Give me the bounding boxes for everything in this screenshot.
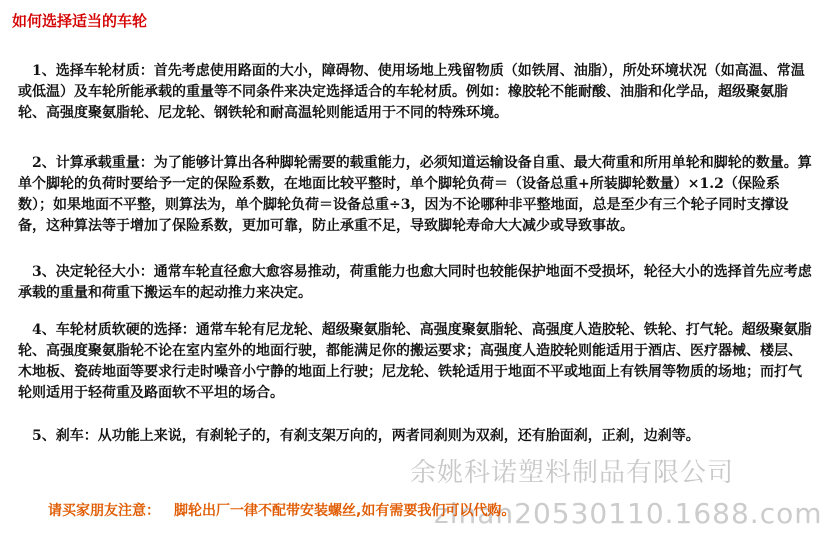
- watermark-url: zlnan20530110.1688.com: [434, 497, 823, 530]
- section-1-wheel-material: 1、选择车轮材质：首先考虑使用路面的大小，障碍物、使用场地上残留物质（如铁屑、油脂），所处环境状况（如高温、常温或低温）及车轮所能承载的重量等不同条件来决定选择适合的车轮材质。例如：橡胶轮不能耐酸、油脂和化学品，超级聚氨脂轮、高强度聚氨脂轮、尼龙轮、钢铁轮和耐高温轮则能适用于不同的特殊环境。: [18, 63, 805, 121]
- buyer-notice: [48, 500, 515, 520]
- page-title: 如何选择适当的车轮: [12, 12, 148, 30]
- watermark-company-name: 余姚科诺塑料制品有限公司: [410, 458, 735, 488]
- section-4-material-hardness: 4、车轮材质软硬的选择：通常车轮有尼龙轮、超级聚氨脂轮、高强度聚氨脂轮、高强度人造胶轮、铁轮、打气轮。超级聚氨脂轮、高强度聚氨脂轮不论在室内室外的地面行驶，都能满足你的搬运要求；高强度人造胶轮则能适用于酒店、医疗器械、楼层、木地板、瓷砖地面等要求行走时噪音小宁静的地面上行驶；尼龙轮、铁轮适用于地面不平或地面上有铁屑等物质的场地；而打气轮则适用于轻荷重及路面软不平坦的场合。: [18, 322, 812, 401]
- section-2-load-capacity: 2、计算承载重量：为了能够计算出各种脚轮需要的载重能力，必须知道运输设备自重、最大荷重和所用单轮和脚轮的数量。算单个脚轮的负荷时要给予一定的保险系数，在地面比较平整时，单个脚轮负荷＝（设备总重+所装脚轮数量）×1.2（保险系数）；如果地面不平整，则算法为，单个脚轮负荷＝设备总重÷3，因为不论哪种非平整地面，总是至少有三个轮子同时支撑设备，这种算法等于增加了保险系数，更加可靠，防止承重不足，导致脚轮寿命大大减少或导致事故。: [18, 155, 812, 234]
- section-5-brake: 5、刹车：从功能上来说，有刹轮子的，有刹支架万向的，两者同刹则为双刹，还有胎面刹，正刹，边刹等。: [32, 428, 700, 444]
- section-3-wheel-diameter: 3、决定轮径大小：通常车轮直径愈大愈容易推动，荷重能力也愈大同时也较能保护地面不受损坏，轮径大小的选择首先应考虑承载的重量和荷重下搬运车的起动推力来决定。: [18, 264, 812, 301]
- notice-text: 脚轮出厂一律不配带安装螺丝,如有需要我们可以代购。: [174, 503, 516, 519]
- notice-label: 请买家朋友注意：: [48, 503, 160, 519]
